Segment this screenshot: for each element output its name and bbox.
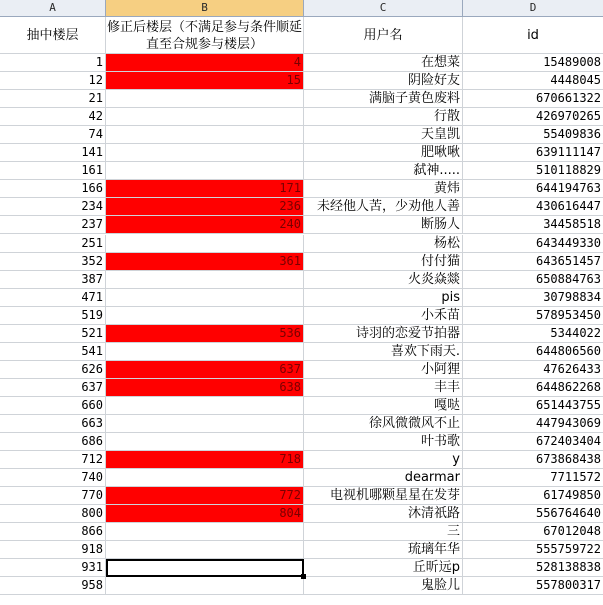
cell-b[interactable] [106,144,304,162]
cell-c[interactable]: 小禾苗 [304,307,463,325]
cell-a[interactable]: 471 [0,289,106,307]
cell-a[interactable]: 637 [0,379,106,397]
cell-c[interactable]: 未经他人苦，少劝他人善 [304,198,463,216]
cell-b[interactable]: 361 [106,253,304,271]
cell-c[interactable]: y [304,451,463,469]
cell-c[interactable]: 断肠人 [304,216,463,234]
cell-a[interactable]: 237 [0,216,106,234]
cell-c[interactable]: 行散 [304,108,463,126]
cell-d[interactable]: 447943069 [463,415,603,433]
cell-c[interactable]: pis [304,289,463,307]
cell-d[interactable]: 55409836 [463,126,603,144]
cell-b[interactable] [106,289,304,307]
column-header-b[interactable]: B [106,0,304,17]
cell-b[interactable] [106,307,304,325]
cell-a[interactable]: 740 [0,469,106,487]
cell-d[interactable]: 15489008 [463,54,603,72]
cell-d[interactable]: 651443755 [463,397,603,415]
fill-handle[interactable] [301,574,306,579]
cell-c[interactable]: 黄炜 [304,180,463,198]
cell-b[interactable]: 772 [106,487,304,505]
cell-b[interactable] [106,397,304,415]
header-adjusted-floor[interactable] [106,17,304,54]
cell-a[interactable]: 918 [0,541,106,559]
cell-a[interactable]: 626 [0,361,106,379]
cell-b[interactable] [106,126,304,144]
cell-c[interactable]: 火炎焱燚 [304,271,463,289]
cell-d[interactable]: 555759722 [463,541,603,559]
cell-a[interactable]: 12 [0,72,106,90]
cell-c[interactable]: 满脑子黄色废料 [304,90,463,108]
cell-d[interactable]: 557800317 [463,577,603,595]
cell-d[interactable]: 578953450 [463,307,603,325]
cell-a[interactable]: 166 [0,180,106,198]
cell-a[interactable]: 686 [0,433,106,451]
cell-b[interactable] [106,235,304,253]
column-header-c[interactable]: C [304,0,463,17]
cell-c[interactable]: 付付猫 [304,253,463,271]
cell-b[interactable] [106,271,304,289]
cell-a[interactable]: 800 [0,505,106,523]
header-adjusted-floor-label: 修正后楼层（不满足参与条件顺延直至合规参与楼层） [106,19,302,52]
column-header-a[interactable]: A [0,0,106,17]
cell-a[interactable]: 387 [0,271,106,289]
cell-d[interactable]: 643651457 [463,253,603,271]
cell-d[interactable]: 639111147 [463,144,603,162]
column-header-d[interactable]: D [463,0,603,17]
cell-b[interactable] [106,90,304,108]
cell-a[interactable]: 931 [0,559,106,577]
cell-a[interactable]: 251 [0,235,106,253]
cell-d[interactable]: 34458518 [463,216,603,234]
cell-d[interactable]: 672403404 [463,433,603,451]
cell-a[interactable]: 234 [0,198,106,216]
header-floor-label: 抽中楼层 [26,27,79,43]
cell-c[interactable]: 徐风微微风不止 [304,415,463,433]
cell-b[interactable] [106,343,304,361]
cell-d[interactable]: 673868438 [463,451,603,469]
cell-c[interactable]: 沐清祇路 [304,505,463,523]
cell-b[interactable] [106,162,304,180]
cell-d[interactable]: 4448045 [463,72,603,90]
cell-b[interactable]: 236 [106,198,304,216]
cell-b[interactable] [106,559,304,577]
cell-d[interactable]: 643449330 [463,235,603,253]
cell-d[interactable]: 7711572 [463,469,603,487]
cell-c[interactable]: 琉璃年华 [304,541,463,559]
cell-d[interactable]: 556764640 [463,505,603,523]
cell-d[interactable]: 528138838 [463,559,603,577]
cell-c[interactable]: dearmar [304,469,463,487]
cell-c[interactable]: 嘎哒 [304,397,463,415]
cell-b[interactable]: 15 [106,72,304,90]
cell-b[interactable]: 536 [106,325,304,343]
header-id-label: id [527,27,539,43]
cell-b[interactable]: 171 [106,180,304,198]
cell-c[interactable]: 杨松 [304,235,463,253]
cell-b[interactable]: 638 [106,379,304,397]
cell-b[interactable]: 4 [106,54,304,72]
header-username-label: 用户名 [363,27,403,43]
cell-d[interactable]: 67012048 [463,523,603,541]
cell-b[interactable] [106,415,304,433]
cell-d[interactable]: 644862268 [463,379,603,397]
cell-d[interactable]: 47626433 [463,361,603,379]
cell-a[interactable]: 866 [0,523,106,541]
cell-d[interactable]: 510118829 [463,162,603,180]
cell-c[interactable]: 三 [304,523,463,541]
cell-c[interactable]: 鬼脸儿 [304,577,463,595]
cell-a[interactable]: 521 [0,325,106,343]
cell-d[interactable]: 61749850 [463,487,603,505]
cell-a[interactable]: 141 [0,144,106,162]
cell-d[interactable]: 426970265 [463,108,603,126]
cell-a[interactable]: 712 [0,451,106,469]
cell-d[interactable]: 430616447 [463,198,603,216]
cell-b[interactable] [106,433,304,451]
cell-a[interactable]: 74 [0,126,106,144]
cell-c[interactable]: 叶书歌 [304,433,463,451]
cell-c[interactable]: 肥啾啾 [304,144,463,162]
cell-c[interactable]: 阴险好友 [304,72,463,90]
header-floor[interactable] [0,17,106,54]
cell-c[interactable]: 丘昕远p [304,559,463,577]
header-id[interactable] [463,17,603,54]
cell-a[interactable]: 161 [0,162,106,180]
cell-c[interactable]: 诗羽的恋爱节拍器 [304,325,463,343]
cell-c[interactable]: 在想菜 [304,54,463,72]
cell-c[interactable]: 小阿狸 [304,361,463,379]
cell-c[interactable]: 丰丰 [304,379,463,397]
cell-d[interactable]: 670661322 [463,90,603,108]
cell-a[interactable]: 663 [0,415,106,433]
cell-d[interactable]: 5344022 [463,325,603,343]
cell-c[interactable]: 电视机哪颗星星在发芽 [304,487,463,505]
cell-a[interactable]: 770 [0,487,106,505]
cell-b[interactable] [106,577,304,595]
cell-d[interactable]: 30798834 [463,289,603,307]
cell-a[interactable]: 1 [0,54,106,72]
cell-b[interactable]: 240 [106,216,304,234]
cell-b[interactable] [106,108,304,126]
cell-d[interactable]: 650884763 [463,271,603,289]
cell-a[interactable]: 660 [0,397,106,415]
cell-a[interactable]: 21 [0,90,106,108]
cell-b[interactable] [106,541,304,559]
cell-d[interactable]: 644806560 [463,343,603,361]
cell-a[interactable]: 541 [0,343,106,361]
cell-b[interactable] [106,469,304,487]
cell-b[interactable]: 637 [106,361,304,379]
cell-c[interactable]: 天皇凯 [304,126,463,144]
cell-d[interactable]: 644194763 [463,180,603,198]
cell-b[interactable] [106,523,304,541]
cell-b[interactable]: 804 [106,505,304,523]
cell-c[interactable]: 喜欢下雨天. [304,343,463,361]
cell-a[interactable]: 42 [0,108,106,126]
cell-a[interactable]: 958 [0,577,106,595]
cell-c[interactable]: 弑神..... [304,162,463,180]
cell-a[interactable]: 519 [0,307,106,325]
cell-a[interactable]: 352 [0,253,106,271]
header-username[interactable] [304,17,463,54]
cell-b[interactable]: 718 [106,451,304,469]
